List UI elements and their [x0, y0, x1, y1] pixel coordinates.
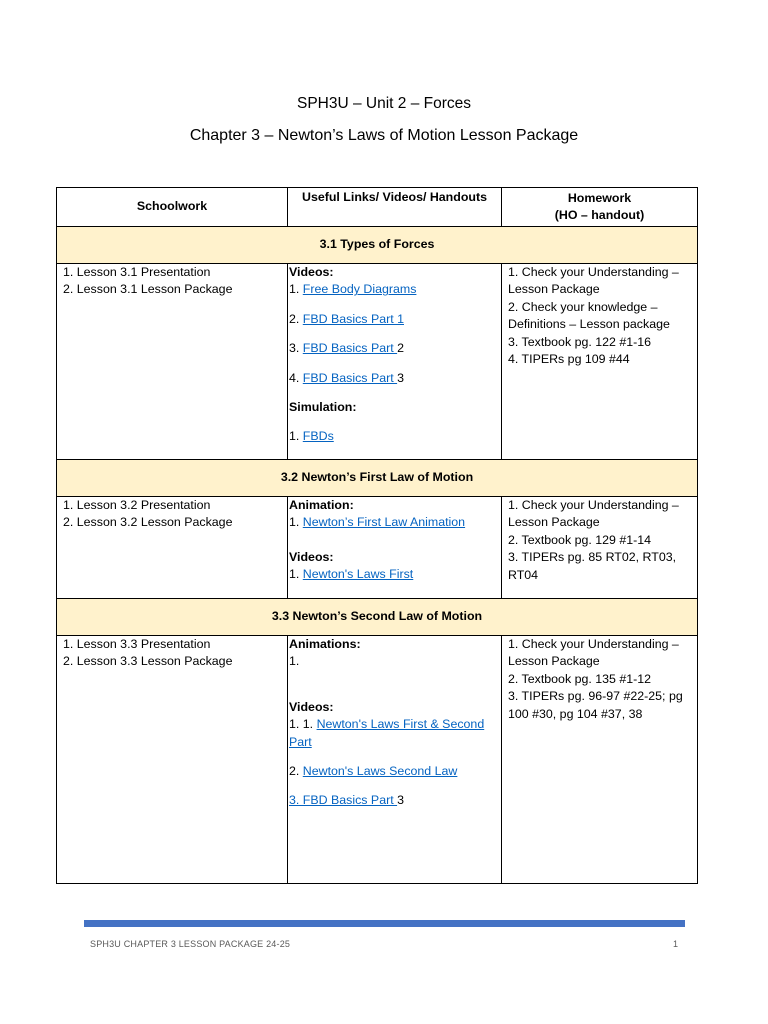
footer-text: SPH3U CHAPTER 3 LESSON PACKAGE 24-25 [90, 939, 291, 949]
schoolwork-item: 2. Lesson 3.3 Lesson Package [63, 654, 233, 669]
video-link[interactable]: FBD Basics Part [302, 341, 398, 356]
videos-label: Videos: [289, 699, 334, 714]
schoolwork-item: 1. Lesson 3.2 Presentation [63, 498, 211, 512]
homework-cell: 1. Check your Understanding – Lesson Package 2. Check your knowledge – Definitions – Lesson package 3. Textbook pg. 122 #1-16 4. TIPERs pg 109 #44 [502, 264, 698, 460]
header-homework [502, 188, 698, 227]
footer-divider [84, 920, 685, 927]
schoolwork-item: 2. Lesson 3.2 Lesson Package [63, 515, 233, 530]
simulation-label: Simulation: [289, 400, 357, 415]
table-row [57, 636, 698, 884]
section-header-3-1 [57, 227, 698, 264]
video-link[interactable]: FBD Basics Part [302, 370, 398, 385]
table-row [57, 497, 698, 599]
video-item: 1. Free Body Diagrams [289, 282, 417, 297]
simulation-item: 1. FBDs [289, 429, 334, 444]
video-link[interactable]: Free Body Diagrams [302, 282, 417, 297]
schoolwork-cell [57, 264, 288, 460]
video-item: 2. FBD Basics Part 1 [289, 311, 404, 326]
homework-cell: 1. Check your Understanding – Lesson Package 2. Textbook pg. 135 #1-12 3. TIPERs pg. 96-97 #22-25; pg 100 #30, pg 104 #37, 38 [502, 636, 698, 884]
video-item: 3. FBD Basics Part 2 [289, 341, 405, 356]
header-homework-line2: (HO – handout) [554, 208, 645, 222]
links-cell [288, 497, 502, 599]
schoolwork-cell [57, 636, 288, 884]
animation-label: Animation: [289, 498, 354, 512]
schoolwork-item: 1. Lesson 3.1 Presentation [63, 265, 211, 279]
video-item: 4. FBD Basics Part 3 [289, 370, 405, 385]
homework-cell: 1. Check your Understanding – Lesson Package 2. Textbook pg. 129 #1-14 3. TIPERs pg. 85 RT02, RT03, RT04 [502, 497, 698, 599]
video-link[interactable]: Part [289, 734, 312, 749]
video-item: 1. 1. Newton's Laws First & Second [289, 717, 485, 732]
section-header-3-2 [57, 460, 698, 497]
section-title: 3.2 Newton’s First Law of Motion [57, 460, 698, 497]
video-item-continued [289, 734, 497, 751]
links-cell [288, 264, 502, 460]
video-link[interactable]: 3. FBD Basics Part [289, 793, 398, 808]
lesson-table [56, 187, 698, 884]
animation-link[interactable]: Newton’s First Law Animation [302, 515, 466, 530]
header-links: Useful Links/ Videos/ Handouts [288, 188, 502, 227]
video-link[interactable]: Newton's Laws Second Law [302, 764, 458, 779]
table-header-row [57, 188, 698, 227]
section-title: 3.1 Types of Forces [57, 227, 698, 264]
videos-label: Videos: [289, 265, 334, 279]
header-schoolwork: Schoolwork [57, 188, 288, 227]
videos-label: Videos: [289, 549, 334, 564]
animations-label: Animations: [289, 637, 361, 651]
header-homework-line1: Homework [567, 191, 632, 205]
schoolwork-item: 1. Lesson 3.3 Presentation [63, 637, 211, 651]
animation-item: 1. Newton’s First Law Animation [289, 515, 466, 530]
animation-item: 1. [289, 654, 300, 669]
simulation-link[interactable]: FBDs [302, 429, 334, 444]
page-number: 1 [673, 939, 679, 949]
video-item: 1. Newton's Laws First [289, 567, 414, 582]
schoolwork-item: 2. Lesson 3.1 Lesson Package [63, 282, 233, 297]
video-link[interactable]: FBD Basics Part 1 [302, 311, 404, 326]
document-title: SPH3U – Unit 2 – Forces [296, 95, 471, 112]
schoolwork-cell [57, 497, 288, 599]
document-subtitle: Chapter 3 – Newton’s Laws of Motion Lesson Package [189, 127, 579, 144]
section-title: 3.3 Newton’s Second Law of Motion [57, 599, 698, 636]
table-row [57, 264, 698, 460]
links-cell [288, 636, 502, 884]
section-header-3-3 [57, 599, 698, 636]
video-link[interactable]: Newton's Laws First & Second [316, 717, 485, 732]
video-item: 2. Newton's Laws Second Law [289, 764, 458, 779]
video-item: 3. FBD Basics Part 3 [289, 793, 405, 808]
video-link[interactable]: Newton's Laws First [302, 567, 414, 582]
